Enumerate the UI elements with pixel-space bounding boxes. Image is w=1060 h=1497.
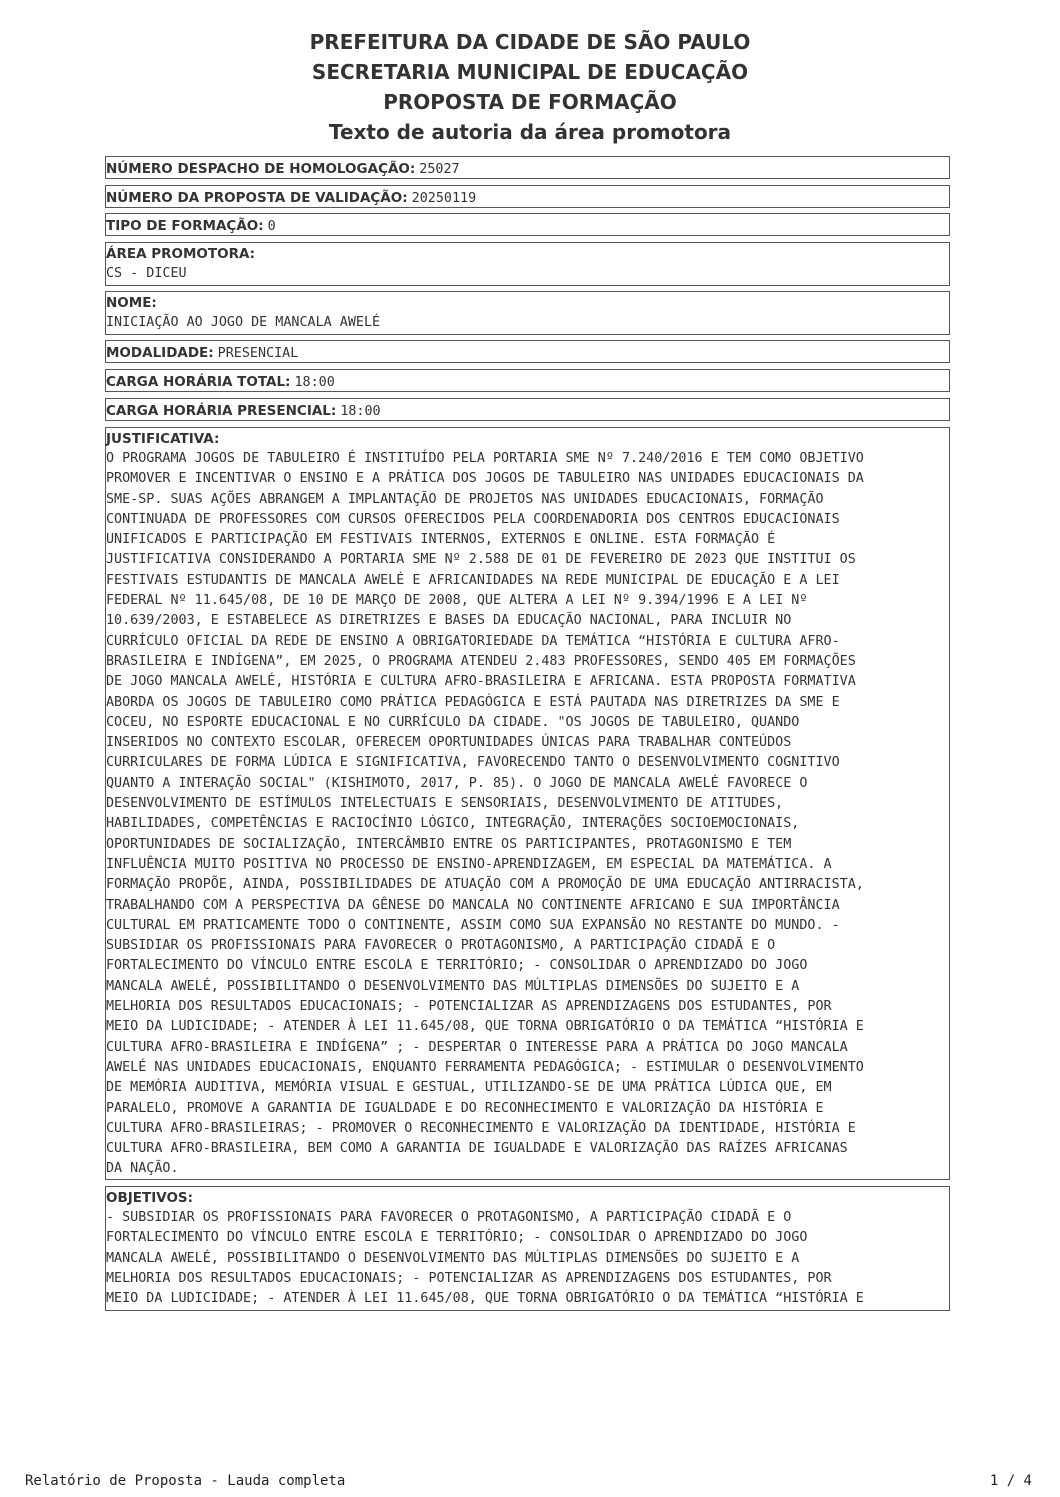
carga-total-label: CARGA HORÁRIA TOTAL: [106, 374, 291, 390]
modalidade-value: PRESENCIAL [217, 346, 299, 361]
despacho-label: NÚMERO DESPACHO DE HOMOLOGAÇÃO: [106, 161, 416, 177]
header-autoria: Texto de autoria da área promotora [328, 120, 732, 144]
justificativa-line: CURRICULARES DE FORMA LÚDICA E SIGNIFICATIVA, FAVORECENDO TANTO O DESENVOLVIMENTO COGNITIVO [106, 755, 840, 771]
justificativa-line: JUSTIFICATIVA CONSIDERANDO A PORTARIA SME Nº 2.588 DE 01 DE FEVEREIRO DE 2023 QUE INSTITUI OS [106, 552, 856, 568]
modalidade-label: MODALIDADE: [106, 345, 214, 361]
justificativa-line: SUBSIDIAR OS PROFISSIONAIS PARA FAVORECER O PROTAGONISMO, A PARTICIPAÇÃO CIDADÃ E O [106, 938, 776, 954]
field-despacho [105, 156, 950, 179]
header-prefeitura: PREFEITURA DA CIDADE DE SÃO PAULO [309, 30, 751, 54]
justificativa-line: O PROGRAMA JOGOS DE TABULEIRO É INSTITUÍDO PELA PORTARIA SME Nº 7.240/2016 E TEM COMO OBJETIVO [106, 451, 864, 466]
nome-value: INICIAÇÃO AO JOGO DE MANCALA AWELÉ [106, 315, 381, 330]
justificativa-line: COCEU, NO ESPORTE EDUCACIONAL E NO CURRÍCULO DA CIDADE. "OS JOGOS DE TABULEIRO, QUANDO [106, 714, 800, 730]
justificativa-line: AWELÉ NAS UNIDADES EDUCACIONAIS, ENQUANTO FERRAMENTA PEDAGÓGICA; - ESTIMULAR O DESENVOLVIMENTO [106, 1059, 864, 1075]
field-justificativa [105, 427, 950, 1180]
justificativa-text [106, 449, 949, 1180]
despacho-value: 25027 [419, 162, 460, 177]
carga-presencial-label: CARGA HORÁRIA PRESENCIAL: [106, 403, 337, 419]
justificativa-line: HABILIDADES, COMPETÊNCIAS E RACIOCÍNIO LÓGICO, INTEGRAÇÃO, INTERAÇÕES SOCIOEMOCIONAIS, [106, 816, 800, 832]
objetivos-line: MANCALA AWELÉ, POSSIBILITANDO O DESENVOLVIMENTO DAS MÚLTIPLAS DIMENSÕES DO SUJEITO E A [106, 1250, 800, 1266]
field-carga-total [105, 369, 950, 392]
justificativa-line: CULTURAL EM PRATICAMENTE TODO O CONTINENTE, ASSIM COMO SUA EXPANSÃO NO RESTANTE DO MUNDO. - [106, 917, 840, 933]
field-objetivos [105, 1186, 950, 1311]
objetivos-line: MELHORIA DOS RESULTADOS EDUCACIONAIS; - POTENCIALIZAR AS APRENDIZAGENS DOS ESTUDANTES, POR [106, 1270, 832, 1286]
justificativa-line: DESENVOLVIMENTO DE ESTÍMULOS INTELECTUAIS E SENSORIAIS, DESENVOLVIMENTO DE ATITUDES, [106, 796, 784, 812]
objetivos-line: FORTALECIMENTO DO VÍNCULO ENTRE ESCOLA E TERRITÓRIO; - CONSOLIDAR O APRENDIZADO DO JOGO [106, 1230, 808, 1246]
justificativa-line: FEDERAL Nº 11.645/08, DE 10 DE MARÇO DE 2008, QUE ALTERA A LEI Nº 9.394/1996 E A LEI Nº [106, 593, 808, 609]
field-nome [105, 291, 950, 335]
justificativa-line: CULTURA AFRO-BRASILEIRA, BEM COMO A GARANTIA DE IGUALDADE E VALORIZAÇÃO DAS RAÍZES AFRICANAS [106, 1141, 848, 1157]
justificativa-line: DE MEMÓRIA AUDITIVA, MEMÓRIA VISUAL E GESTUAL, UTILIZANDO-SE DE UMA PRÁTICA LÚDICA QUE, EM [106, 1080, 832, 1096]
carga-total-value: 18:00 [294, 375, 335, 390]
justificativa-line: QUANTO A INTERAÇÃO SOCIAL" (KISHIMOTO, 2017, P. 85). O JOGO DE MANCALA AWELÉ FAVORECE O [106, 775, 808, 791]
justificativa-line: FORTALECIMENTO DO VÍNCULO ENTRE ESCOLA E TERRITÓRIO; - CONSOLIDAR O APRENDIZADO DO JOGO [106, 958, 808, 974]
justificativa-line: FESTIVAIS ESTUDANTIS DE MANCALA AWELÉ E AFRICANIDADES NA REDE MUNICIPAL DE EDUCAÇÃO E A LEI [106, 572, 840, 588]
page-number: 1 / 4 [989, 1473, 1032, 1489]
justificativa-line: INFLUÊNCIA MUITO POSITIVA NO PROCESSO DE ENSINO-APRENDIZAGEM, EM ESPECIAL DA MATEMÁTICA. A [106, 856, 832, 872]
field-area-promotora [105, 242, 950, 286]
objetivos-line: - SUBSIDIAR OS PROFISSIONAIS PARA FAVORECER O PROTAGONISMO, A PARTICIPAÇÃO CIDADÃ E O [106, 1210, 792, 1225]
justificativa-line: MEIO DA LUDICIDADE; - ATENDER À LEI 11.645/08, QUE TORNA OBRIGATÓRIO O DA TEMÁTICA “HISTÓRIA E [106, 1019, 864, 1035]
justificativa-line: BRASILEIRA E INDÍGENA”, EM 2025, O PROGRAMA ATENDEU 2.483 PROFESSORES, SENDO 405 EM FORMAÇÕES [106, 653, 856, 669]
tipo-value: 0 [267, 219, 276, 234]
justificativa-line: ABORDA OS JOGOS DE TABULEIRO COMO PRÁTICA PEDAGÓGICA E ESTÁ PAUTADA NAS DIRETRIZES DA SME E [106, 694, 840, 710]
document-header [0, 27, 1060, 147]
justificativa-line: OPORTUNIDADES DE SOCIALIZAÇÃO, INTERCÂMBIO ENTRE OS PARTICIPANTES, PROTAGONISMO E TEM [106, 836, 792, 852]
justificativa-line: CULTURA AFRO-BRASILEIRA E INDÍGENA” ; - DESPERTAR O INTERESSE PARA A PRÁTICA DO JOGO MANCALA [106, 1039, 848, 1055]
justificativa-line: PROMOVER E INCENTIVAR O ENSINO E A PRÁTICA DOS JOGOS DE TABULEIRO NAS UNIDADES EDUCACIONAIS DA [106, 471, 864, 487]
objetivos-line: MEIO DA LUDICIDADE; - ATENDER À LEI 11.645/08, QUE TORNA OBRIGATÓRIO O DA TEMÁTICA “HISTÓRIA E [106, 1291, 864, 1307]
justificativa-line: DA NAÇÃO. [106, 1161, 179, 1177]
justificativa-line: MANCALA AWELÉ, POSSIBILITANDO O DESENVOLVIMENTO DAS MÚLTIPLAS DIMENSÕES DO SUJEITO E A [106, 978, 800, 994]
justificativa-line: PARALELO, PROMOVE A GARANTIA DE IGUALDADE E DO RECONHECIMENTO E VALORIZAÇÃO DA HISTÓRIA E [106, 1100, 824, 1116]
objetivos-text [106, 1208, 949, 1309]
justificativa-line: CURRÍCULO OFICIAL DA REDE DE ENSINO A OBRIGATORIEDADE DA TEMÁTICA “HISTÓRIA E CULTURA AFRO- [106, 633, 840, 649]
field-modalidade [105, 340, 950, 363]
justificativa-line: TRABALHANDO COM A PERSPECTIVA DA GÊNESE DO MANCALA NO CONTINENTE AFRICANO E SUA IMPORTÂNCIA [106, 897, 840, 913]
area-value: CS - DICEU [106, 266, 187, 281]
justificativa-line: 10.639/2003, E ESTABELECE AS DIRETRIZES E BASES DA EDUCAÇÃO NACIONAL, PARA INCLUIR NO [106, 613, 792, 629]
justificativa-label: JUSTIFICATIVA: [106, 431, 220, 447]
justificativa-line: DE JOGO MANCALA AWELÉ, HISTÓRIA E CULTURA AFRO-BRASILEIRA E AFRICANA. ESTA PROPOSTA FORMATIVA [106, 674, 856, 690]
justificativa-line: FORMAÇÃO PROPÕE, AINDA, POSSIBILIDADES DE ATUAÇÃO COM A PROMOÇÃO DE UMA EDUCAÇÃO ANTIRRACISTA, [106, 877, 864, 893]
field-carga-presencial [105, 398, 950, 421]
justificativa-line: INSERIDOS NO CONTEXTO ESCOLAR, OFERECEM OPORTUNIDADES ÚNICAS PARA TRABALHAR CONTEÚDOS [106, 735, 792, 751]
footer-title: Relatório de Proposta - Lauda completa [25, 1473, 346, 1489]
header-secretaria: SECRETARIA MUNICIPAL DE EDUCAÇÃO [311, 60, 749, 84]
proposta-label: NÚMERO DA PROPOSTA DE VALIDAÇÃO: [106, 190, 408, 206]
field-proposta [105, 185, 950, 208]
area-label: ÁREA PROMOTORA: [106, 246, 256, 262]
justificativa-line: MELHORIA DOS RESULTADOS EDUCACIONAIS; - POTENCIALIZAR AS APRENDIZAGENS DOS ESTUDANTES, POR [106, 999, 832, 1015]
nome-label: NOME: [106, 295, 157, 311]
objetivos-label: OBJETIVOS: [106, 1190, 194, 1206]
justificativa-line: CULTURA AFRO-BRASILEIRAS; - PROMOVER O RECONHECIMENTO E VALORIZAÇÃO DA IDENTIDADE, HISTÓRIA E [106, 1120, 856, 1136]
field-tipo [105, 213, 950, 236]
carga-presencial-value: 18:00 [340, 404, 381, 419]
page-footer [25, 1473, 1032, 1489]
header-proposta: PROPOSTA DE FORMAÇÃO [383, 90, 677, 114]
justificativa-line: SME-SP. SUAS AÇÕES ABRANGEM A IMPLANTAÇÃO DE PROJETOS NAS UNIDADES EDUCACIONAIS, FORMAÇÃO [106, 491, 824, 507]
justificativa-line: CONTINUADA DE PROFESSORES COM CURSOS OFERECIDOS PELA COORDENADORIA DOS CENTROS EDUCACIONAIS [106, 511, 840, 527]
proposta-value: 20250119 [411, 191, 477, 206]
tipo-label: TIPO DE FORMAÇÃO: [106, 218, 264, 234]
justificativa-line: UNIFICADOS E PARTICIPAÇÃO EM FESTIVAIS INTERNOS, EXTERNOS E ONLINE. ESTA FORMAÇÃO É [106, 532, 776, 548]
